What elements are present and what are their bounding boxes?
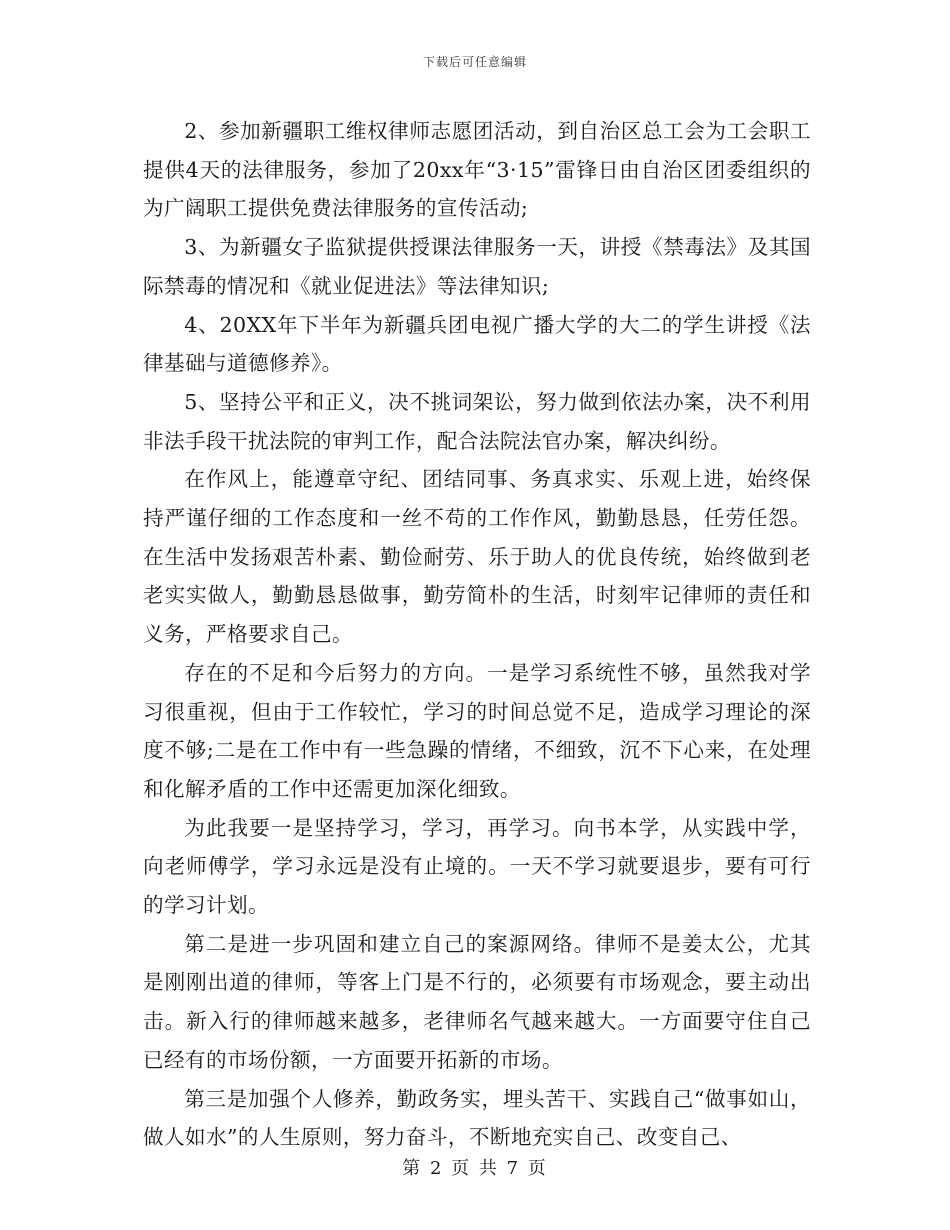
- footer-mid: 页 共: [451, 1158, 499, 1179]
- footer-prefix: 第: [402, 1158, 423, 1179]
- page-header: 下载后可任意编辑: [422, 55, 527, 69]
- paragraph-item-2: 2、参加新疆职工维权律师志愿团活动，到自治区总工会为工会职工提供4天的法律服务，参加了20xx年“3·15”雷锋日由自治区团委组织的为广阔职工提供免费法律服务的宣传活动;: [143, 119, 811, 221]
- paragraph-work-style: 在作风上，能遵章守纪、团结同事、务真求实、乐观上进，始终保持严谨仔细的工作态度和一丝不苟的工作作风，勤勤恳恳，任劳任怨。在生活中发扬艰苦朴素、勤俭耐劳、乐于助人的优良传统，始终做到老老实实做人，勤勤恳恳做事，勤劳简朴的生活，时刻牢记律师的责任和义务，严格要求自己。: [143, 467, 811, 647]
- footer-total-pages: 7: [506, 1158, 521, 1179]
- paragraph-item-3: 3、为新疆女子监狱提供授课法律服务一天，讲授《禁毒法》及其国际禁毒的情况和《就业促进法》等法律知识;: [143, 235, 811, 298]
- paragraph-item-5: 5、坚持公平和正义，决不挑词架讼，努力做到依法办案，决不利用非法手段干扰法院的审判工作，配合法院法官办案，解决纠纷。: [143, 389, 811, 453]
- document-body: [143, 112, 811, 1157]
- paragraph-plan-cultivation: 第三是加强个人修养，勤政务实，埋头苦干、实践自己“做事如山，做人如水”的人生原则，努力奋斗，不断地充实自己、改变自己、: [143, 1086, 811, 1150]
- paragraph-plan-network: 第二是进一步巩固和建立自己的案源网络。律师不是姜太公，尤其是刚刚出道的律师，等客上门是不行的，必须要有市场观念，要主动出击。新入行的律师越来越多，老律师名气越来越大。一方面要守住自己已经有的市场份额，一方面要开拓新的市场。: [143, 931, 811, 1072]
- paragraph-plan-study: 为此我要一是坚持学习，学习，再学习。向书本学，从实践中学，向老师傅学，学习永远是没有止境的。一天不学习就要退步，要有可行的学习计划。: [143, 815, 811, 918]
- page-footer: [0, 1154, 950, 1180]
- paragraph-shortcomings: 存在的不足和今后努力的方向。一是学习系统性不够，虽然我对学习很重视，但由于工作较忙，学习的时间总觉不足，造成学习理论的深度不够;二是在工作中有一些急躁的情绪，不细致，沉不下心来，在处理和化解矛盾的工作中还需更加深化细致。: [143, 660, 811, 801]
- footer-page-number: 2: [429, 1158, 444, 1179]
- footer-suffix: 页: [527, 1158, 548, 1179]
- paragraph-item-4: 4、20XX年下半年为新疆兵团电视广播大学的大二的学生讲授《法律基础与道德修养》。: [143, 312, 811, 376]
